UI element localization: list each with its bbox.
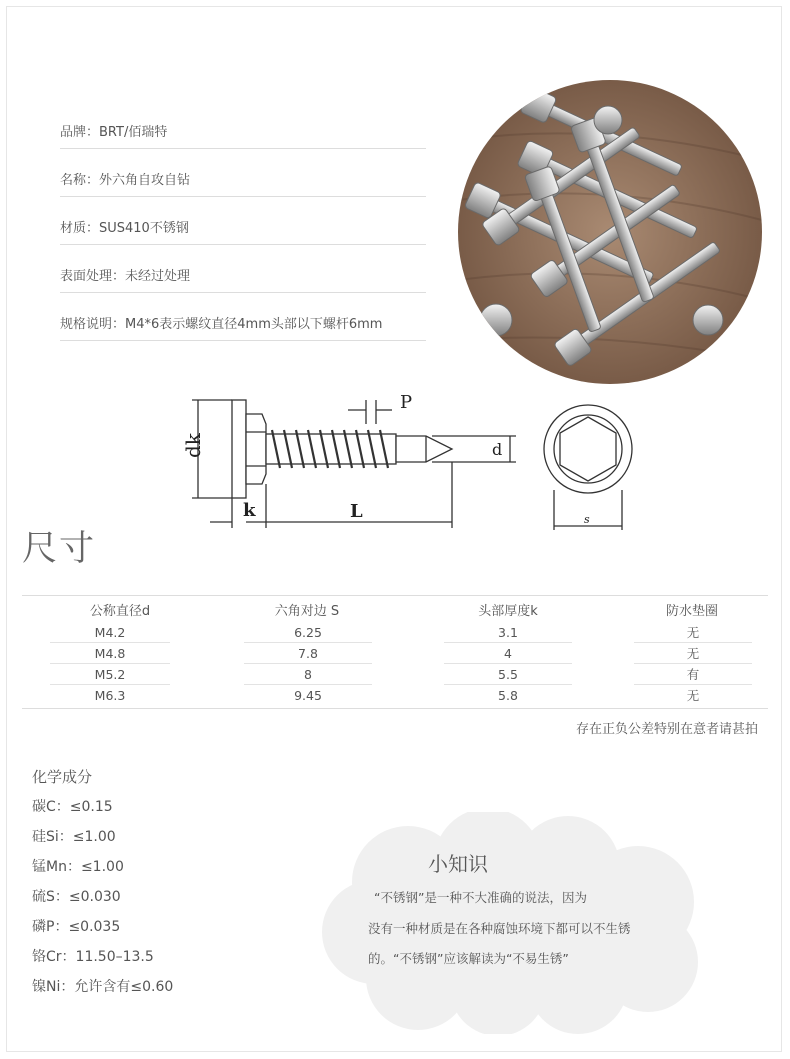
- cell-head-thickness: 5.5: [444, 667, 572, 685]
- table-header-row: [22, 596, 768, 622]
- chemistry-title: 化学成分: [32, 768, 93, 786]
- label-k: k: [243, 500, 256, 521]
- tolerance-note: 存在正负公差特别在意者请甚拍: [575, 722, 758, 737]
- product-photo: [458, 80, 762, 384]
- screw-diagram: [180, 380, 640, 538]
- spec-brand: 品牌：BRT/佰瑞特: [60, 118, 426, 149]
- chem-manganese: 锰Mn：≤1.00: [32, 859, 124, 875]
- cell-head-thickness: 4: [444, 646, 572, 664]
- cell-head-thickness: 3.1: [444, 625, 572, 643]
- table-row: [22, 685, 768, 706]
- chem-sulfur: 硫S：≤0.030: [32, 889, 121, 905]
- label-s: s: [584, 513, 590, 526]
- cell-washer: 有: [634, 667, 752, 685]
- spec-surface: 表面处理：未经过处理: [60, 262, 426, 293]
- spec-name: 名称：外六角自攻自钻: [60, 166, 426, 197]
- cell-diameter: M4.2: [50, 625, 170, 643]
- label-L: L: [350, 501, 363, 522]
- tip-line: “不锈钢”是一种不大准确的说法，因为: [374, 890, 587, 905]
- cell-washer: 无: [634, 646, 752, 664]
- table-row: [22, 622, 768, 643]
- chem-carbon: 碳C：≤0.15: [32, 799, 113, 815]
- header-hex-width: 六角对边 S: [274, 604, 340, 619]
- dimensions-title: 尺寸: [22, 529, 97, 569]
- tip-line: 没有一种材质是在各种腐蚀环境下都可以不生锈: [368, 921, 631, 936]
- cell-diameter: M4.8: [50, 646, 170, 664]
- cell-hex-width: 9.45: [294, 688, 322, 703]
- cell-diameter: M5.2: [50, 667, 170, 685]
- tip-title: 小知识: [428, 852, 488, 876]
- tip-line: 的。“不锈钢”应该解读为“不易生锈”: [368, 951, 569, 966]
- cell-head-thickness: 5.8: [498, 688, 518, 703]
- table-row: [22, 643, 768, 664]
- chem-chromium: 铬Cr：11.50–13.5: [32, 949, 154, 965]
- chem-nickel: 镍Ni：允许含有≤0.60: [32, 979, 174, 995]
- chem-phosphorus: 磷P：≤0.035: [32, 919, 121, 935]
- cell-hex-width: 6.25: [244, 625, 372, 643]
- table-bottom-rule: [22, 708, 768, 709]
- header-diameter: 公称直径d: [89, 604, 151, 619]
- label-P: P: [400, 392, 413, 413]
- spec-material: 材质：SUS410不锈钢: [60, 214, 426, 245]
- cell-diameter: M6.3: [94, 688, 126, 703]
- cell-hex-width: 7.8: [244, 646, 372, 664]
- cell-hex-width: 8: [244, 667, 372, 685]
- spec-description: 规格说明：M4*6表示螺纹直径4mm头部以下螺杆6mm: [60, 310, 426, 341]
- table-row: [22, 664, 768, 685]
- label-d: d: [492, 440, 503, 459]
- cell-washer: 无: [634, 625, 752, 643]
- cell-washer: 无: [686, 688, 700, 703]
- header-head-thickness: 头部厚度k: [478, 604, 538, 619]
- dimensions-table: [22, 596, 768, 706]
- label-dk: dk: [181, 433, 205, 458]
- chem-silicon: 硅Si：≤1.00: [32, 829, 116, 845]
- header-washer: 防水垫圈: [665, 604, 718, 619]
